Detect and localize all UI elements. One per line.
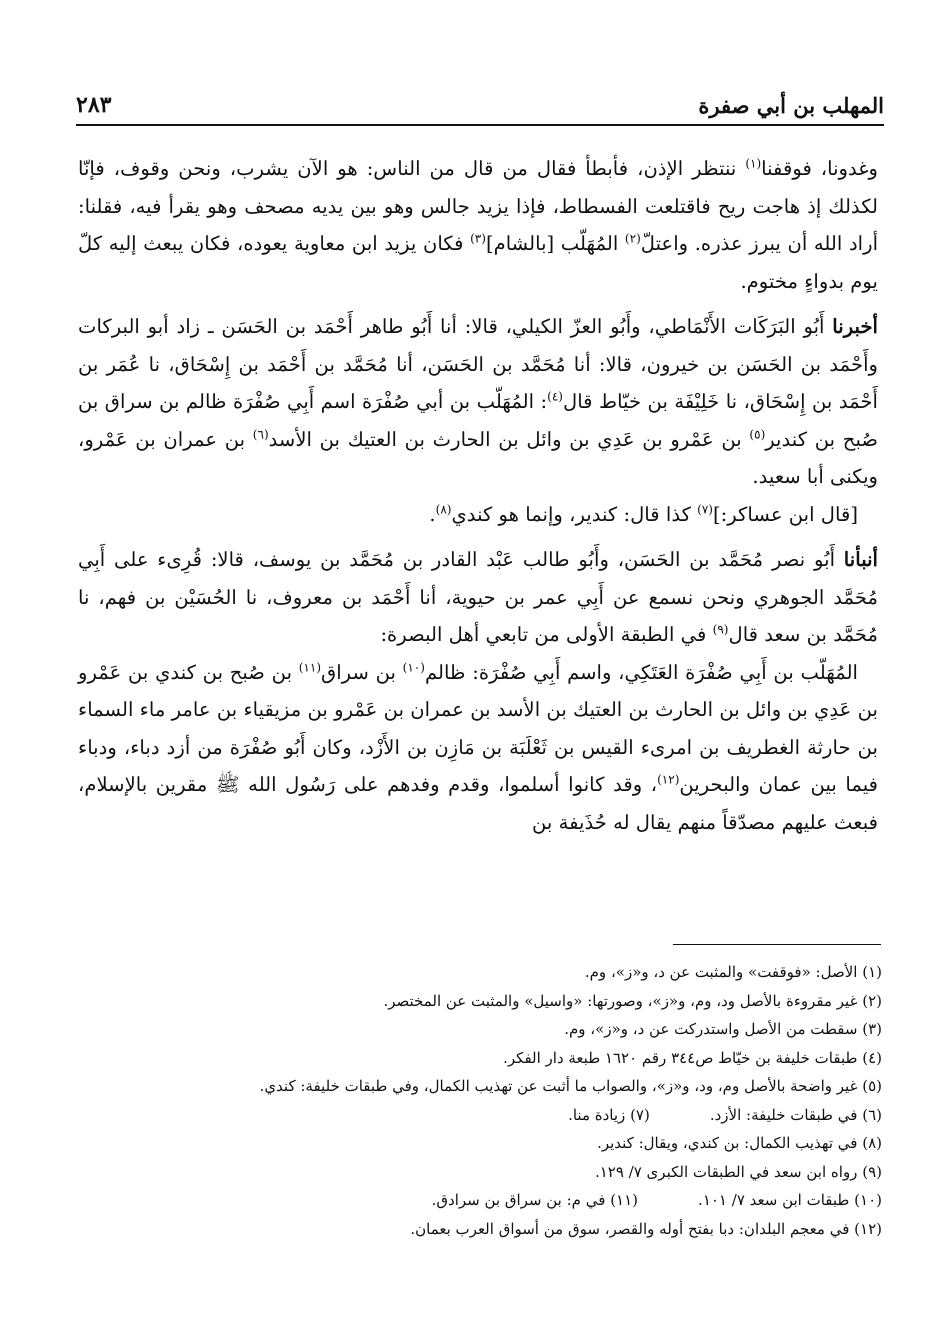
- footnote-number: (١٠): [854, 1191, 882, 1209]
- footnote: [585, 958, 882, 987]
- paragraph: [78, 496, 878, 534]
- footnote-text: غير واضحة بالأصل وم، ود، و«ز»، والصواب ما أثبت عن تهذيب الكمال، وفي طبقات خليفة: كندي.: [259, 1077, 858, 1095]
- footnote-line: [130, 1072, 882, 1101]
- text-run: كذا قال: كندير، وإنما هو كندي: [451, 502, 698, 526]
- footnote-marker: (١): [745, 156, 762, 171]
- paragraph: [78, 308, 878, 496]
- footnote: [597, 1129, 882, 1158]
- footnote-text: زيادة منا.: [568, 1105, 626, 1124]
- footnote-number: (٩): [862, 1162, 882, 1181]
- footnote-text: رواه ابن سعد في الطبقات الكبرى ٧/ ١٢٩.: [594, 1162, 858, 1181]
- footnote-line: [130, 1044, 882, 1073]
- paragraph: [78, 654, 878, 842]
- text-run: بن سراق: [321, 660, 403, 684]
- page-number: ٢٨٣: [76, 92, 112, 118]
- footnote: [503, 1044, 882, 1073]
- footnote: [564, 1015, 882, 1044]
- footnote-marker: (٨): [435, 501, 452, 516]
- text-run: بن صُبح بن كندي بن عَمْرو بن عَدِي بن وائل بن الحارث بن العتيك بن الأسد بن عمران بن عَمْرو بن مزيقياء بن عامر ماء السماء بن حارثة الغطريف بن امرىء القيس بن ثَعْلَبَة بن مَازِن بن الأَزْد، وكان أَبُو صُفْرَة من أزد دباء، ودباء فيما بين عمان والبحرين: [78, 660, 878, 796]
- running-title: المهلب بن أبي صفرة: [698, 93, 884, 118]
- footnote-marker: (١١): [298, 659, 321, 674]
- text-run: فكان يزيد ابن معاوية يعوده، فكان يبعث إليه كلّ يوم بدواءٍ مختوم.: [78, 232, 878, 293]
- footnote-text: في م: بن سراق بن سرادق.: [431, 1191, 606, 1209]
- footnote-text: طبقات ابن سعد ٧/ ١٠١.: [698, 1191, 850, 1209]
- footnote-marker: (٥): [749, 426, 766, 441]
- footnote-number: (٣): [862, 1020, 882, 1038]
- page-header: [76, 82, 884, 118]
- paragraph-lead-word: أنبأنا: [843, 548, 878, 571]
- text-run: أَبُو نصر مُحَمَّد بن الحَسَن، وأَبُو طالب عَبْد القادر بن مُحَمَّد بن يوسف، قالا: قُرِىء على أَبِي مُحَمَّد الجوهري ونحن نسمع عن أَبِي عمر بن حيوية، أنا أَحْمَد بن معروف، نا الحُسَيْن بن فهم، نا مُحَمَّد بن سعد قال: [78, 548, 878, 646]
- footnote-number: (١١): [610, 1191, 639, 1209]
- footnote-text: في تهذيب الكمال: بن كندي، ويقال: كندير.: [597, 1134, 858, 1152]
- footnote-text: في طبقات خليفة: الأزد.: [709, 1105, 858, 1124]
- footnote-number: (٦): [862, 1105, 882, 1124]
- text-run: بن عَمْرو بن عَدِي بن وائل بن الحارث بن العتيك بن الأسد: [268, 427, 750, 451]
- footnote-marker: (٤): [547, 389, 563, 404]
- footnote-line: [130, 958, 882, 987]
- footnote-line: [130, 1129, 882, 1158]
- footnote-line: [130, 1158, 882, 1187]
- footnote: [710, 1101, 882, 1130]
- footnote-line: [130, 987, 882, 1016]
- text-run: بن عمران بن عَمْرو، ويكنى أبا سعيد.: [78, 427, 878, 488]
- footnote-marker: (١٢): [657, 772, 680, 787]
- footnote-number: (٨): [862, 1134, 882, 1152]
- text-run: أَبُو البَرَكَات الأَنْمَاطي، وأَبُو العزّ الكيلي، قالا: أنا أَبُو طاهر أَحْمَد بن الحَسَن ـ زاد أبو البركات وأَحْمَد بن الحَسَن بن خيرون، قالا: أنا مُحَمَّد بن الحَسَن، أنا مُحَمَّد بن أَحْمَد بن إِسْحَاق، نا عُمَر بن أَحْمَد بن إِسْحَاق، نا خَلِيْفَة بن خيّاط قال: [78, 315, 878, 413]
- footnote-number: (٢): [862, 991, 882, 1010]
- paragraph: [78, 150, 878, 300]
- footnote-separator: [673, 944, 881, 945]
- footnote-marker: (٢): [624, 231, 641, 246]
- footnote-text: غير مقروءة بالأصل ود، وم، و«ز»، وصورتها: «واسيل» والمثبت عن المختصر.: [383, 991, 858, 1010]
- footnote-marker: (٧): [697, 501, 713, 516]
- footnote-line: [130, 1015, 882, 1044]
- main-text: [78, 150, 878, 841]
- footnote: [595, 1158, 882, 1187]
- footnote-marker: (٦): [252, 426, 269, 441]
- footnotes: [130, 958, 882, 1243]
- text-run: في الطبقة الأولى من تابعي أهل البصرة:: [380, 623, 713, 646]
- footnote-number: (١٢): [854, 1219, 882, 1238]
- paragraph-lead-word: أخبرنا: [832, 315, 878, 338]
- text-run: ننتظر الإذن، فأبطأ فقال من قال من الناس: هو الآن يشرب، ونحن وقوف، فإنّا لكذلك إذ هاجت ريح فاقتلعت الفسطاط، فإذا يزيد جالس وهو بين يديه مصحف وهو يقرأ فيه، فقلنا: أراد الله أن يبرز عذره. واعتلّ: [78, 157, 879, 255]
- footnote-marker: (١٠): [402, 659, 425, 674]
- footnote: [432, 1186, 638, 1215]
- paragraph: [78, 541, 878, 654]
- footnote-number: (٤): [862, 1048, 882, 1067]
- text-run: وغدونا، فوقفنا: [761, 157, 878, 180]
- footnote-text: الأصل: «فوقفت» والمثبت عن د، و«ز»، وم.: [584, 963, 858, 981]
- footnote-line: [130, 1186, 882, 1215]
- footnote-number: (١): [862, 963, 882, 981]
- text-run: : المُهَلّب بن أبي صُفْرَة اسم أَبِي صُفْرَة ظالم بن سراق بن صُبح بن كندير: [78, 390, 878, 451]
- text-run: .: [429, 502, 436, 526]
- text-run: المُهَلّب [بالشام]: [485, 232, 625, 255]
- footnote-marker: (٩): [712, 622, 729, 637]
- text-run: ، وقد كانوا أسلموا، وقدم وفدهم على رَسُول الله ﷺ مقرين بالإسلام، فبعث عليهم مصدّقاً منهم يقال له حُذَيفة بن: [78, 773, 878, 834]
- footnote: [410, 1215, 882, 1244]
- text-run: المُهَلّب بن أَبِي صُفْرَة العَتَكِي، واسم أَبِي صُفْرَة: ظالم: [424, 660, 859, 684]
- footnote: [568, 1101, 650, 1130]
- footnote-text: سقطت من الأصل واستدركت عن د، و«ز»، وم.: [564, 1020, 858, 1038]
- footnote-number: (٧): [630, 1105, 650, 1124]
- footnote-text: طبقات خليفة بن خيّاط ص٣٤٤ رقم ١٦٢٠ طبعة دار الفكر.: [503, 1048, 858, 1067]
- header-rule: [76, 124, 884, 126]
- footnote-marker: (٣): [470, 231, 486, 246]
- footnote-number: (٥): [862, 1077, 882, 1095]
- footnote-text: في معجم البلدان: دبا بفتح أوله والقصر، سوق من أسواق العرب بعمان.: [410, 1219, 850, 1238]
- text-run: [قال ابن عساكر:]: [712, 502, 858, 526]
- footnote: [698, 1186, 882, 1215]
- footnote: [383, 987, 882, 1016]
- footnote: [260, 1072, 882, 1101]
- footnote-line: [130, 1215, 882, 1244]
- footnote-line: [130, 1101, 882, 1130]
